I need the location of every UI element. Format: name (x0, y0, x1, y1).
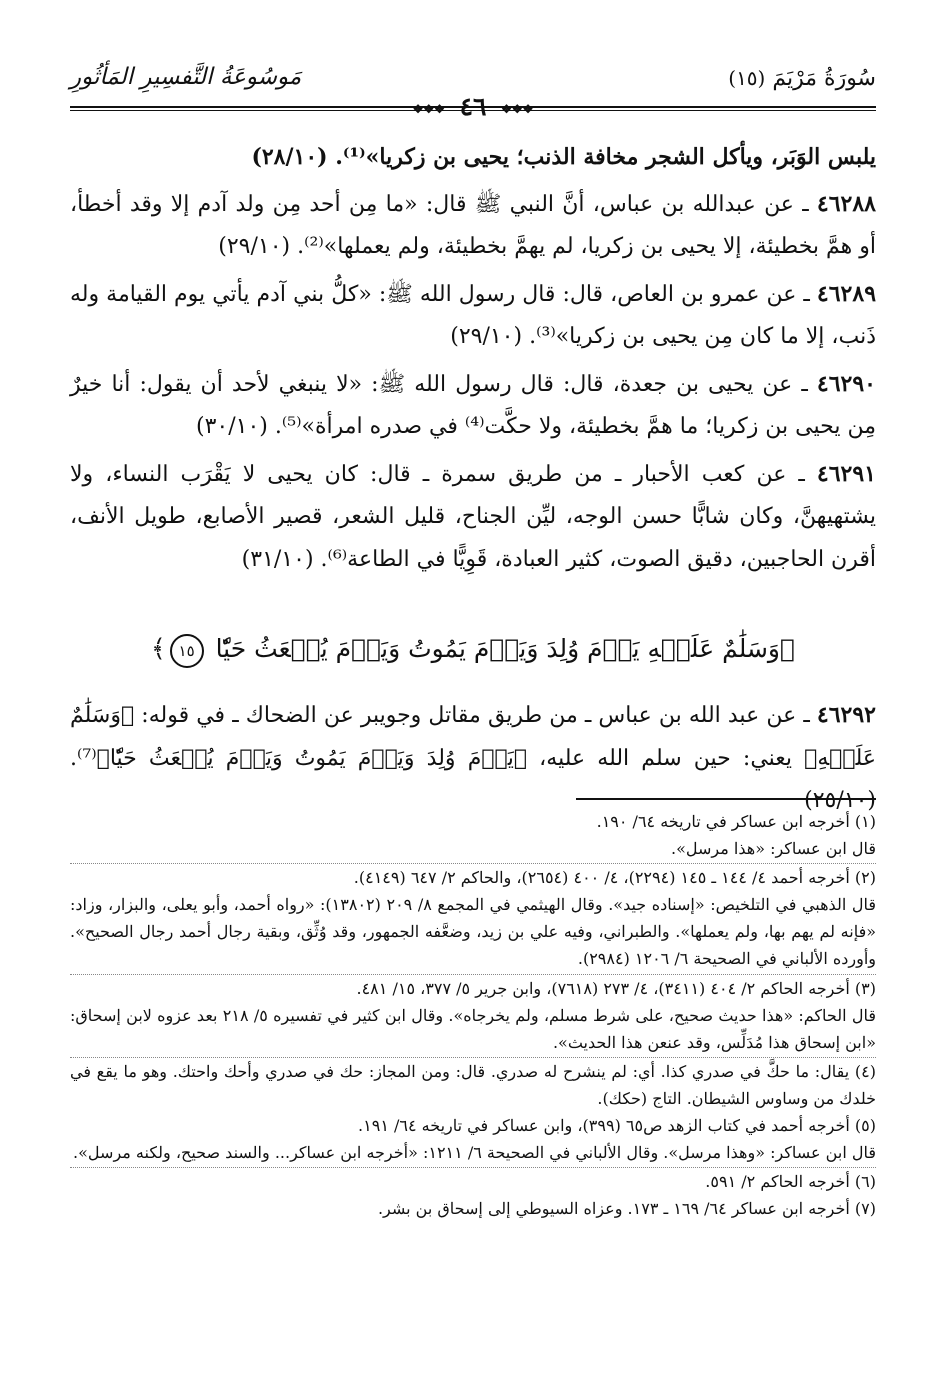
footnote-separator (576, 798, 876, 800)
footnote: (٣) أخرجه الحاكم ٢/ ٤٠٤ (٣٤١١)، ٤/ ٢٧٣ (٧٦١٨)، وابن جرير ٥/ ٣٧٧، ١٥/ ٤٨١. (356, 978, 876, 998)
narration-46288 (70, 183, 876, 269)
verse-bracket-open: ﴿ (780, 634, 796, 663)
narration-46290 (70, 363, 876, 449)
narration-text: ـ عن عبدالله بن عباس، أنَّ النبي ﷺ قال: «ما مِن أحد مِن ولد آدم إلا وقد أخطأ، أو همَّ بخطيئة، إلا يحيى بن زكريا، لم يهمَّ بخطيئة، ولم يعملها»⁽²⁾. (٢٩/١٠) (70, 191, 876, 259)
narration-46292 (70, 694, 876, 823)
verse-bracket-close: ﴾ (150, 634, 166, 663)
narration-46291 (70, 453, 876, 582)
footnotes (70, 808, 876, 1222)
footnote-comment: قال الحاكم: «هذا حديث صحيح، على شرط مسلم، ولم يخرجاه». وقال ابن كثير في تفسيره ٥/ ٢١٨ بعد عزوه لابن إسحاق: «ابن إسحاق هذا مُدَلِّس، وقد عنعن هذا الحديث». (70, 1002, 876, 1058)
header-rule-thin (70, 110, 876, 111)
verse-text: وَسَلَٰمٌ عَلَيۡهِ يَوۡمَ وُلِدَ وَيَوۡمَ يَمُوتُ وَيَوۡمَ يُبۡعَثُ حَيّٗا (215, 634, 781, 663)
narration-text: ـ عن عبد الله بن عباس ـ من طريق مقاتل وجويبر عن الضحاك ـ في قوله: ﴿وَسَلَٰمٌ عَلَيۡهِ﴾ يعني: حين سلم الله عليه، ﴿يَوۡمَ وُلِدَ وَيَوۡمَ يَمُوتُ وَيَوۡمَ يُبۡعَثُ حَيّٗا﴾⁽⁷⁾. (٢٥/١٠) (70, 703, 876, 813)
footnote: (٥) أخرجه أحمد في كتاب الزهد ص٦٥ (٣٩٩)، وابن عساكر في تاريخه ٦٤/ ١٩١. (358, 1116, 876, 1136)
ornament-left-icon: ❖❖❖ (412, 101, 445, 116)
footnote-comment: قال ابن عساكر: «هذا مرسل». (70, 835, 876, 864)
page-number-value: ٤٦ (459, 92, 487, 121)
paragraph-continuation: يلبس الوَبَر، ويأكل الشجر مخافة الذنب؛ يحيى بن زكريا»⁽¹⁾. (٢٨/١٠) (251, 144, 876, 170)
narration-46289 (70, 273, 876, 359)
narration-text: ـ عن كعب الأحبار ـ من طريق سمرة ـ قال: كان يحيى لا يَقْرَب النساء، ولا يشتهيهنَّ، وكان شابًّا حسن الوجه، ليِّن الجناح، قليل الشعر، قصير الأصابع، طويل الأنف، أقرن الحاجبين، دقيق الصوت، كثير العبادة، قَوِيًّا في الطاعة⁽⁶⁾. (٣١/١٠) (70, 461, 876, 572)
footnote: (٢) أخرجه أحمد ٤/ ١٤٤ ـ ١٤٥ (٢٢٩٤)، ٤/ ٤٠٠ (٢٦٥٤)، والحاكم ٢/ ٦٤٧ (٤١٤٩). (353, 868, 876, 888)
header-surah-name: سُورَةُ مَرْيَمَ (772, 66, 876, 91)
header-surah (728, 66, 876, 91)
main-text (70, 136, 876, 585)
footnote: (٦) أخرجه الحاكم ٢/ ٥٩١. (705, 1172, 876, 1192)
book-title: مَوسُوعَةُ التَّفسِيرِ المَأثُورِ (70, 64, 302, 90)
verse-number-mark: ١٥ (170, 634, 204, 668)
narration-number: ٤٦٢٩١ (816, 460, 876, 487)
footnote: (٧) أخرجه ابن عساكر ٦٤/ ١٦٩ ـ ١٧٣. وعزاه السيوطي إلى إسحاق بن بشر. (377, 1199, 876, 1219)
narration-number: ٤٦٢٩٠ (816, 370, 876, 397)
ornament-right-icon: ❖❖❖ (501, 101, 534, 116)
header-surah-number: (١٥) (728, 66, 766, 90)
quran-verse (70, 626, 876, 672)
footnote: (٤) يقال: ما حكَّ في صدري كذا. أي: لم ينشرح له صدري. قال: ومن المجاز: حك في صدري وأحك واحتك. وهو ما يقع في خلدك من وساوس الشيطان. التاج (حكك). (70, 1061, 876, 1108)
header-rule (70, 106, 876, 108)
narration-text: ـ عن يحيى بن جعدة، قال: قال رسول الله ﷺ: «لا ينبغي لأحد أن يقول: أنا خيرٌ مِن يحيى بن زكريا؛ ما همَّ بخطيئة، ولا حكَّت⁽⁴⁾ في صدره امرأة»⁽⁵⁾. (٣٠/١٠) (70, 371, 876, 439)
narration-number: ٤٦٢٨٨ (816, 190, 876, 217)
narration-text: ـ عن عمرو بن العاص، قال: قال رسول الله ﷺ: «كلُّ بني آدم يأتي يوم القيامة وله ذَنب، إلا ما كان مِن يحيى بن زكريا»⁽³⁾. (٢٩/١٠) (70, 281, 876, 349)
footnote-comment: قال ابن عساكر: «وهذا مرسل». وقال الألباني في الصحيحة ٦/ ١٢١١: «أخرجه ابن عساكر... والسند صحيح، ولكنه مرسل». (70, 1139, 876, 1168)
footnote: (١) أخرجه ابن عساكر في تاريخه ٦٤/ ١٩٠. (596, 812, 876, 831)
narration-number: ٤٦٢٨٩ (816, 280, 877, 307)
footnote-comment: قال الذهبي في التلخيص: «إسناده جيد». وقال الهيثمي في المجمع ٨/ ٢٠٩ (١٣٨٠٢): «رواه أحمد، وأبو يعلى، والبزار، وزاد: «فإنه لم يهم بها، ولم يعملها». والطبراني، وفيه علي بن زيد، وضعَّفه الجمهور، وقد وُثِّق، وبقية رجال أحمد رجال الصحيح». وأورده الألباني في الصحيحة ٦/ ١٢٠٦ (٢٩٨٤). (70, 891, 876, 974)
main-text-2 (70, 694, 876, 827)
narration-number: ٤٦٢٩٢ (816, 702, 876, 728)
